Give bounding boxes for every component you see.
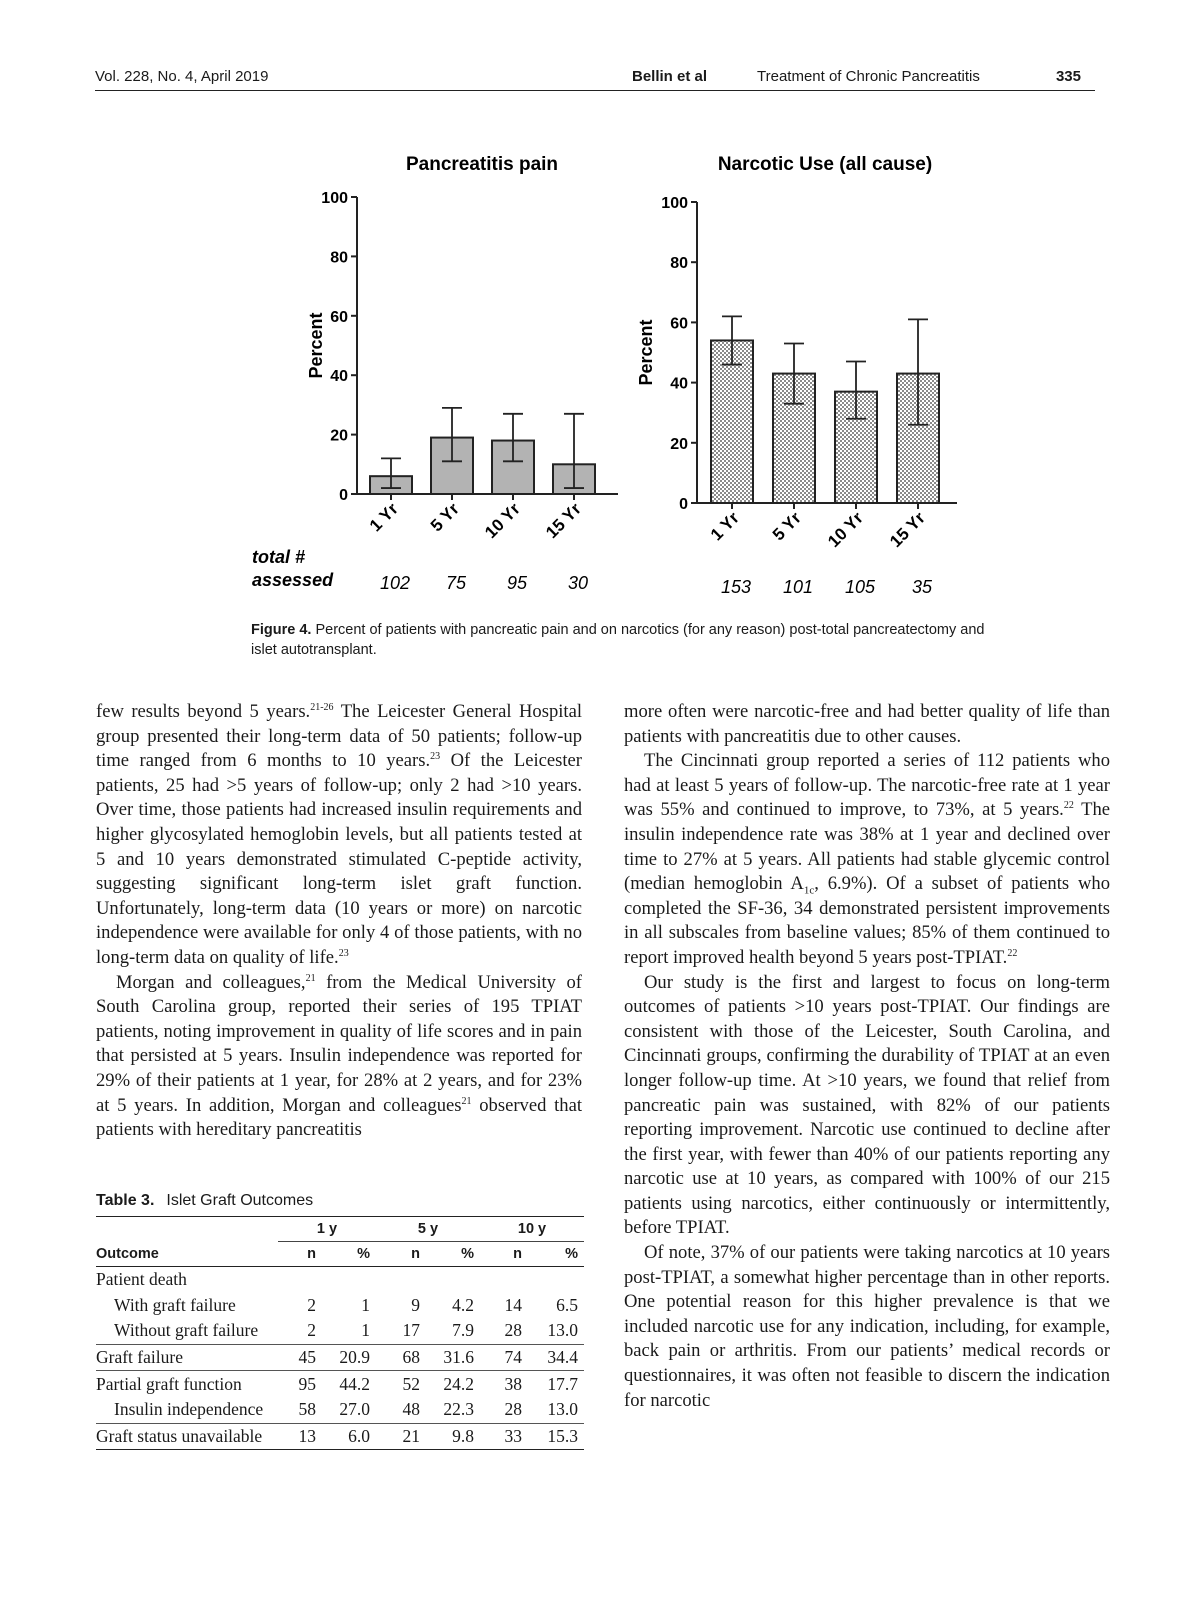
cell: 15.3 bbox=[528, 1423, 584, 1450]
chart-title: Narcotic Use (all cause) bbox=[717, 154, 933, 175]
cell: 6.0 bbox=[322, 1423, 376, 1450]
x-tick-label: 10 Yr bbox=[481, 499, 524, 543]
text-run: few results beyond 5 years. bbox=[96, 701, 311, 722]
cell: 1 bbox=[322, 1318, 376, 1344]
cell: 58 bbox=[278, 1397, 322, 1423]
row-label: With graft failure bbox=[114, 1294, 236, 1315]
col-n: n bbox=[376, 1242, 426, 1267]
x-tick-label: 1 Yr bbox=[365, 499, 402, 536]
cell: 20.9 bbox=[322, 1344, 376, 1371]
y-tick-label: 20 bbox=[330, 427, 348, 445]
col-pct: % bbox=[322, 1242, 376, 1267]
cell: 17 bbox=[376, 1318, 426, 1344]
y-tick-label: 80 bbox=[670, 255, 688, 273]
citation-ref: 23 bbox=[338, 947, 349, 959]
citation-ref: 21 bbox=[461, 1095, 472, 1107]
row-label: Graft status unavailable bbox=[96, 1423, 278, 1450]
group-10y: 10 y bbox=[480, 1217, 584, 1242]
citation-ref: 23 bbox=[430, 751, 441, 762]
cell: 2 bbox=[278, 1318, 322, 1344]
cell: 2 bbox=[307, 1294, 316, 1315]
group-1y: 1 y bbox=[278, 1217, 376, 1242]
left-paragraph-1 bbox=[96, 700, 582, 971]
total-assessed-value: 153 bbox=[720, 577, 752, 597]
cell bbox=[480, 1267, 528, 1293]
cell: 48 bbox=[376, 1397, 426, 1423]
cell: 13.0 bbox=[528, 1397, 584, 1423]
y-tick-label: 60 bbox=[670, 315, 688, 333]
total-assessed-label-line1: total # bbox=[252, 547, 306, 567]
row-label: Without graft failure bbox=[96, 1318, 278, 1344]
cell: 95 bbox=[298, 1373, 316, 1394]
total-assessed-value: 102 bbox=[379, 573, 411, 593]
cell: 22.3 bbox=[426, 1397, 480, 1423]
col-pct: % bbox=[528, 1242, 584, 1267]
row-label: Partial graft function bbox=[96, 1373, 242, 1394]
total-assessed-value: 101 bbox=[782, 577, 814, 597]
table-row bbox=[96, 1267, 584, 1293]
group-5y: 5 y bbox=[376, 1217, 480, 1242]
cell: 31.6 bbox=[426, 1344, 480, 1371]
total-assessed-value: 105 bbox=[844, 577, 876, 597]
citation-ref: 21 bbox=[305, 972, 316, 984]
table-islet-graft-outcomes bbox=[96, 1216, 584, 1450]
total-assessed-value: 30 bbox=[567, 573, 589, 593]
y-axis-label: Percent bbox=[636, 319, 656, 386]
table-label: Table 3. bbox=[96, 1192, 155, 1209]
citation-ref: 21-26 bbox=[310, 701, 334, 713]
cell: 21 bbox=[376, 1423, 426, 1450]
cell: 74 bbox=[480, 1344, 528, 1371]
y-tick-label: 100 bbox=[321, 190, 348, 207]
cell: 1 bbox=[361, 1294, 370, 1315]
y-tick-label: 40 bbox=[330, 368, 348, 386]
text-run: The insulin independence rate was 38% at 1 year and declined over time to 27% at 5 years. All patients had stable glycemic control (median hemoglobin A bbox=[624, 799, 1110, 895]
cell: 17.7 bbox=[547, 1373, 578, 1394]
cell: 24.2 bbox=[443, 1373, 474, 1394]
row-label: Insulin independence bbox=[96, 1397, 278, 1423]
text-run: Morgan and colleagues, bbox=[116, 971, 306, 993]
running-title: Treatment of Chronic Pancreatitis bbox=[757, 68, 980, 85]
subscript: 1c bbox=[803, 884, 815, 897]
x-tick-label: 15 Yr bbox=[886, 508, 929, 552]
cell: 6.5 bbox=[556, 1294, 578, 1315]
figure-4 bbox=[0, 0, 1200, 680]
chart-title: Pancreatitis pain bbox=[405, 154, 559, 175]
x-tick-label: 10 Yr bbox=[824, 508, 867, 552]
cell: 68 bbox=[376, 1344, 426, 1371]
author-short: Bellin et al bbox=[632, 68, 708, 85]
page-number: 335 bbox=[1055, 68, 1081, 85]
table-title-text: Islet Graft Outcomes bbox=[166, 1192, 314, 1209]
cell: 44.2 bbox=[339, 1373, 370, 1394]
text-run: The Leicester General Hospital group presented their long-term data of 50 patients; follow-up time ranged from 6 months to 10 years. bbox=[96, 701, 582, 772]
cell bbox=[376, 1267, 426, 1293]
y-tick-label: 0 bbox=[679, 496, 688, 513]
cell: 7.9 bbox=[426, 1318, 480, 1344]
cell: 9 bbox=[411, 1294, 420, 1315]
y-tick-label: 80 bbox=[330, 249, 348, 267]
figure-caption bbox=[251, 620, 991, 660]
table-column-header bbox=[96, 1242, 584, 1267]
y-axis-label: Percent bbox=[306, 312, 326, 379]
y-tick-label: 60 bbox=[330, 308, 348, 326]
x-tick-label: 5 Yr bbox=[426, 499, 463, 536]
table-group-header bbox=[96, 1217, 584, 1242]
table-corner bbox=[96, 1217, 278, 1242]
table-row bbox=[96, 1318, 584, 1344]
cell: 45 bbox=[278, 1344, 322, 1371]
cell: 27.0 bbox=[322, 1397, 376, 1423]
cell bbox=[426, 1267, 480, 1293]
left-paragraph-2 bbox=[96, 971, 582, 1143]
y-tick-label: 0 bbox=[339, 487, 348, 504]
table-row bbox=[96, 1344, 584, 1371]
table-row bbox=[96, 1423, 584, 1450]
y-tick-label: 20 bbox=[670, 435, 688, 453]
citation-ref: 22 bbox=[1007, 947, 1018, 959]
col-outcome: Outcome bbox=[96, 1242, 278, 1267]
chart-pancreatitis-pain bbox=[306, 154, 618, 593]
x-tick-label: 1 Yr bbox=[706, 508, 743, 545]
cell: 13.0 bbox=[528, 1318, 584, 1344]
figure-caption-label: Figure 4. bbox=[251, 622, 312, 638]
text-run: from the Medical University of South Carolina group, reported their series of 195 TPIAT patients, noting improvement in quality of life scores and in pain that persisted at 5 years. Insulin independence was reported for 29% of their patients at 1 year, for 28% at 2 years, and for 23% at 5 years. In addition, Morgan and colleagues bbox=[96, 971, 582, 1116]
cell: 52 bbox=[402, 1373, 420, 1394]
right-paragraph-2 bbox=[624, 749, 1110, 970]
y-tick-label: 100 bbox=[661, 195, 688, 212]
left-column bbox=[96, 700, 582, 1143]
cell bbox=[322, 1267, 376, 1293]
col-n: n bbox=[480, 1242, 528, 1267]
right-paragraph-3: Our study is the first and largest to focus on long-term outcomes of patients >10 years post-TPIAT. Our findings are consistent with those of the Leicester, South Carolina, and Cincinnati groups, confirming the durability of TPIAT at an even longer follow-up time. At >10 years, we found that relief from pancreatic pain was sustained, with 82% of our patients reporting improvement. Narcotic use continued to decline after the first year, with fewer than 40% of our patients reporting any narcotic use at 10 years, as compared with 100% of our 215 patients using narcotics, either continuously or intermittently, before TPIAT. bbox=[624, 971, 1110, 1239]
cell: 9.8 bbox=[426, 1423, 480, 1450]
cell: 4.2 bbox=[452, 1294, 474, 1315]
y-tick-label: 40 bbox=[670, 375, 688, 393]
total-assessed-value: 35 bbox=[911, 577, 933, 597]
row-label: Patient death bbox=[96, 1269, 187, 1290]
cell: 13 bbox=[278, 1423, 322, 1450]
text-run: The Cincinnati group reported a series of 112 patients who had at least 5 years of follow-up. The narcotic-free rate at 1 year was 55% and continued to improve, to 73%, at 5 years. bbox=[624, 750, 1110, 821]
figure-caption-text: Percent of patients with pancreatic pain and on narcotics (for any reason) post-total pancreatectomy and islet autotransplant. bbox=[251, 622, 985, 658]
table-row bbox=[96, 1371, 584, 1397]
cell: 14 bbox=[504, 1294, 522, 1315]
cell: 34.4 bbox=[528, 1344, 584, 1371]
chart-narcotic-use bbox=[636, 154, 957, 597]
table-row bbox=[96, 1293, 584, 1319]
right-paragraph-1: more often were narcotic-free and had better quality of life than patients with pancreatitis due to other causes. bbox=[624, 701, 1110, 747]
citation-ref: 22 bbox=[1063, 800, 1074, 812]
x-tick-label: 15 Yr bbox=[542, 499, 585, 543]
cell bbox=[528, 1267, 584, 1293]
cell: 33 bbox=[480, 1423, 528, 1450]
cell: 28 bbox=[480, 1318, 528, 1344]
table-row bbox=[96, 1397, 584, 1423]
cell: 38 bbox=[504, 1373, 522, 1394]
text-run: Of the Leicester patients, 25 had >5 years of follow-up; only 2 had >10 years. Over time, those patients had increased insulin requirements and higher glycosylated hemoglobin levels, but all patients tested at 5 and 10 years demonstrated stimulated C-peptide activity, suggesting significant long-term islet graft function. Unfortunately, long-term data (10 years or more) on narcotic independence were available for only 4 of those patients, with no long-term data on quality of life. bbox=[96, 750, 582, 968]
total-assessed-value: 95 bbox=[506, 573, 528, 593]
cell: 28 bbox=[480, 1397, 528, 1423]
right-column bbox=[624, 700, 1110, 1413]
col-n: n bbox=[278, 1242, 322, 1267]
journal-volume: Vol. 228, No. 4, April 2019 bbox=[95, 68, 269, 85]
total-assessed-value: 75 bbox=[445, 573, 467, 593]
text-run: , 6.9%). Of a subset of patients who completed the SF-36, 34 demonstrated persistent improvements in all subscales from baseline values; 85% of them continued to report improved health beyond 5 years post-TPIAT. bbox=[624, 873, 1110, 968]
col-pct: % bbox=[426, 1242, 480, 1267]
figure-4-charts bbox=[0, 0, 1200, 680]
right-paragraph-4: Of note, 37% of our patients were taking narcotics at 10 years post-TPIAT, a somewhat higher percentage than in other reports. One potential reason for this higher prevalence is that we included narcotic use for any indication, including, for example, back pain or arthritis. From our patients’ medical records or questionnaires, it was often not feasible to discern the indication for narcotic bbox=[624, 1242, 1110, 1411]
x-tick-label: 5 Yr bbox=[768, 508, 805, 545]
text-run: observed that patients with hereditary pancreatitis bbox=[96, 1094, 582, 1141]
table-3-title bbox=[96, 1192, 313, 1210]
total-assessed-label-line2: assessed bbox=[252, 570, 334, 590]
cell bbox=[278, 1267, 322, 1293]
row-label: Graft failure bbox=[96, 1344, 278, 1371]
